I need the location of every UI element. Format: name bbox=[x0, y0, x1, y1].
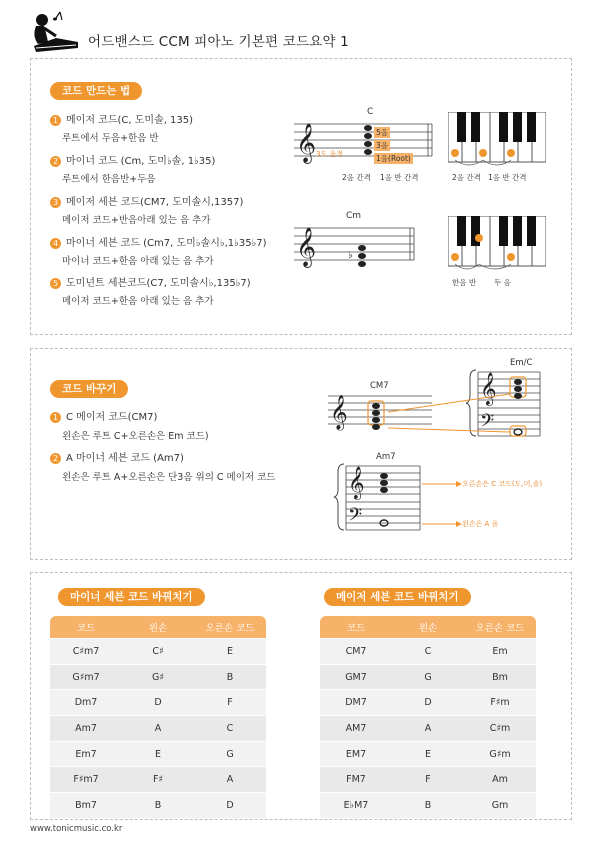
table-cell: Am bbox=[464, 766, 536, 792]
table-cell: Em bbox=[464, 638, 536, 664]
table-cell: B bbox=[392, 792, 464, 818]
table-cell: G♯ bbox=[122, 664, 194, 690]
table-cell: C bbox=[194, 715, 266, 741]
step-desc: 메이저 코드+반음아래 있는 음 추가 bbox=[62, 215, 211, 226]
section-heading-chord-change: 코드 바꾸기 bbox=[50, 380, 128, 398]
step-number: 1 bbox=[50, 115, 61, 126]
step-2 bbox=[50, 152, 215, 167]
table-cell: C bbox=[392, 638, 464, 664]
table-cell: E bbox=[194, 638, 266, 664]
table-cell: B bbox=[194, 664, 266, 690]
gap-two-label: 2음 간격 bbox=[342, 173, 371, 182]
chord-label-c: C bbox=[367, 107, 374, 117]
table-cell: B bbox=[122, 792, 194, 818]
table-cell: G bbox=[194, 741, 266, 767]
svg-text:𝄞: 𝄞 bbox=[480, 372, 497, 405]
step-title: 도미넌트 세븐코드(C7, 도미솔시♭,135♭7) bbox=[66, 278, 251, 289]
table-cell: Bm7 bbox=[50, 792, 122, 818]
step-title: C 메이저 코드(CM7) bbox=[66, 412, 158, 423]
keys-label-a: 한음 반 bbox=[452, 278, 477, 287]
table-cell: D bbox=[194, 792, 266, 818]
interval-label: 3도 음정 bbox=[316, 150, 343, 158]
table-cell: D bbox=[122, 689, 194, 715]
section-heading-chord-making: 코드 만드는 법 bbox=[50, 82, 142, 100]
step-number: 5 bbox=[50, 278, 61, 289]
step-desc: 메이저 코드+한음 아래 있는 음 추가 bbox=[62, 296, 214, 307]
arrows-am7-notes bbox=[420, 476, 462, 528]
chord-label-em-over-c: Em/C bbox=[510, 358, 533, 368]
table-row bbox=[320, 638, 536, 664]
table-cell: DM7 bbox=[320, 689, 392, 715]
table-cell: F bbox=[392, 766, 464, 792]
table-row bbox=[50, 638, 266, 664]
page-title: 어드밴스드 CCM 피아노 기본편 코드요약 1 bbox=[88, 34, 349, 50]
note-left-hand: 왼손은 A 음 bbox=[462, 520, 499, 528]
table-row bbox=[320, 664, 536, 690]
footer-url[interactable]: www.tonicmusic.co.kr bbox=[30, 824, 123, 834]
svg-text:𝄞: 𝄞 bbox=[296, 123, 317, 163]
table-cell: A bbox=[392, 715, 464, 741]
table-cell: Dm7 bbox=[50, 689, 122, 715]
keys-gap-onehalf: 1음 반 간격 bbox=[488, 173, 527, 182]
table-cell: C♯ bbox=[122, 638, 194, 664]
step-number: 2 bbox=[50, 453, 61, 464]
svg-text:♭: ♭ bbox=[348, 250, 353, 261]
minor-table-heading: 마이너 세븐 코드 바꿔치기 bbox=[58, 588, 205, 606]
major-table-heading: 메이저 세븐 코드 바꿔치기 bbox=[324, 588, 471, 606]
table-cell: Bm bbox=[464, 664, 536, 690]
step-3 bbox=[50, 193, 243, 208]
step-number: 3 bbox=[50, 197, 61, 208]
col-header: 오른손 코드 bbox=[464, 616, 536, 638]
step-desc: 루트에서 두음+한음 반 bbox=[62, 133, 159, 144]
step-1 bbox=[50, 408, 157, 423]
arrows-cm7-to-emc bbox=[384, 388, 514, 438]
step-title: A 마이너 세븐 코드 (Am7) bbox=[66, 453, 184, 464]
step-number: 2 bbox=[50, 156, 61, 167]
step-1 bbox=[50, 111, 193, 126]
table-row bbox=[320, 715, 536, 741]
table-cell: FM7 bbox=[320, 766, 392, 792]
keys-gap-two: 2음 간격 bbox=[452, 173, 481, 182]
table-row bbox=[320, 689, 536, 715]
table-cell: Gm bbox=[464, 792, 536, 818]
pianist-logo bbox=[26, 8, 82, 54]
tag-3rd: 3음 bbox=[376, 141, 389, 150]
keyboard-c-minor bbox=[448, 216, 546, 286]
table-cell: E bbox=[122, 741, 194, 767]
svg-text:𝄢: 𝄢 bbox=[480, 411, 495, 436]
step-title: 메이저 코드(C, 도미솔, 135) bbox=[66, 115, 194, 126]
table-row bbox=[320, 792, 536, 818]
table-cell: Em7 bbox=[50, 741, 122, 767]
table-row bbox=[50, 766, 266, 792]
table-row bbox=[320, 741, 536, 767]
step-title: 메이저 세븐 코드(CM7, 도미솔시,1357) bbox=[66, 197, 244, 208]
table-cell: A bbox=[122, 715, 194, 741]
table-cell: F♯ bbox=[122, 766, 194, 792]
step-5 bbox=[50, 274, 251, 289]
chord-label-cm7: CM7 bbox=[370, 381, 389, 391]
table-cell: EM7 bbox=[320, 741, 392, 767]
table-row bbox=[50, 741, 266, 767]
step-desc: 루트에서 한음반+두음 bbox=[62, 174, 156, 185]
svg-text:𝄞: 𝄞 bbox=[296, 227, 317, 267]
svg-text:𝄞: 𝄞 bbox=[348, 466, 365, 499]
col-header: 오른손 코드 bbox=[194, 616, 266, 638]
table-cell: F♯m bbox=[464, 689, 536, 715]
table-cell: F♯m7 bbox=[50, 766, 122, 792]
chord-label-cm: Cm bbox=[346, 211, 362, 221]
col-header: 코드 bbox=[320, 616, 392, 638]
col-header: 왼손 bbox=[392, 616, 464, 638]
table-row bbox=[50, 715, 266, 741]
major-seventh-table bbox=[320, 616, 536, 818]
svg-text:𝄞: 𝄞 bbox=[330, 395, 348, 430]
table-cell: E♭M7 bbox=[320, 792, 392, 818]
grand-staff-am7 bbox=[332, 462, 422, 534]
tag-5th: 5음 bbox=[376, 128, 389, 137]
step-number: 4 bbox=[50, 238, 61, 249]
keys-label-b: 두 음 bbox=[494, 278, 511, 287]
chord-label-am7: Am7 bbox=[376, 452, 396, 462]
table-cell: G bbox=[392, 664, 464, 690]
table-row bbox=[50, 792, 266, 818]
step-desc: 마이너 코드+한음 아래 있는 음 추가 bbox=[62, 256, 214, 267]
col-header: 왼손 bbox=[122, 616, 194, 638]
step-number: 1 bbox=[50, 412, 61, 423]
step-4 bbox=[50, 234, 267, 249]
col-header: 코드 bbox=[50, 616, 122, 638]
tag-root: 1음(Root) bbox=[376, 154, 411, 163]
table-cell: C♯m bbox=[464, 715, 536, 741]
table-cell: E bbox=[392, 741, 464, 767]
step-desc: 왼손은 루트 C+오른손은 Em 코드) bbox=[62, 431, 209, 442]
table-cell: A bbox=[194, 766, 266, 792]
table-cell: Am7 bbox=[50, 715, 122, 741]
table-cell: C♯m7 bbox=[50, 638, 122, 664]
step-title: 마이너 코드 (Cm, 도미♭솔, 1♭35) bbox=[66, 156, 216, 167]
step-title: 마이너 세븐 코드 (Cm7, 도미♭솔시♭,1♭35♭7) bbox=[66, 238, 267, 249]
step-2 bbox=[50, 449, 184, 464]
table-row bbox=[50, 664, 266, 690]
step-desc: 왼손은 루트 A+오른손은 단3음 위의 C 메이저 코드 bbox=[62, 472, 276, 483]
svg-text:𝄢: 𝄢 bbox=[348, 505, 363, 530]
table-row bbox=[320, 766, 536, 792]
table-cell: D bbox=[392, 689, 464, 715]
table-cell: AM7 bbox=[320, 715, 392, 741]
table-cell: GM7 bbox=[320, 664, 392, 690]
table-row bbox=[50, 689, 266, 715]
table-cell: F bbox=[194, 689, 266, 715]
table-cell: CM7 bbox=[320, 638, 392, 664]
staff-c-minor bbox=[292, 224, 416, 268]
gap-onehalf-label: 1음 반 간격 bbox=[380, 173, 419, 182]
table-cell: G♯m bbox=[464, 741, 536, 767]
minor-seventh-table bbox=[50, 616, 266, 818]
note-right-hand: 오른손은 C 코드(도,미,솔) bbox=[462, 480, 543, 488]
table-cell: G♯m7 bbox=[50, 664, 122, 690]
